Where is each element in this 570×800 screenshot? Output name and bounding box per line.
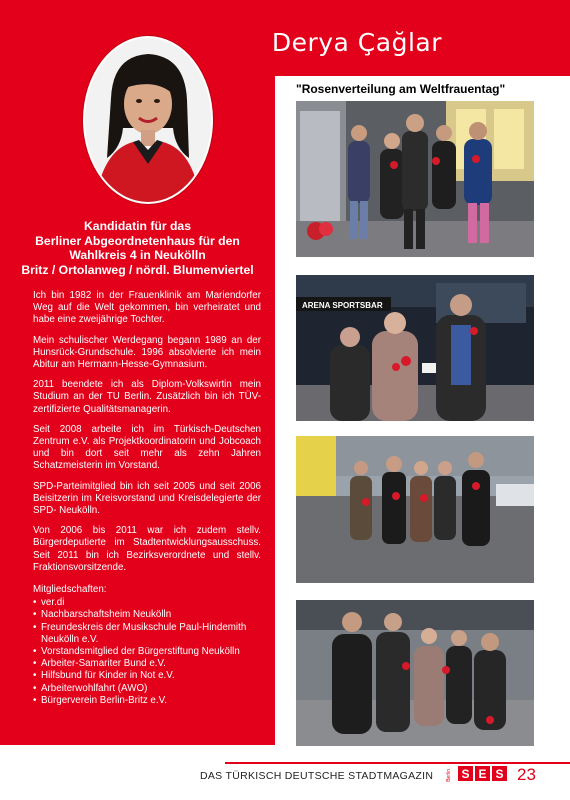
event-photo-2 — [296, 275, 534, 421]
memberships-list — [33, 597, 261, 707]
event-photo-3 — [296, 436, 534, 583]
svg-text:E: E — [478, 767, 487, 781]
heading-line: Britz / Ortolanweg / nördl. Blumenviertel — [21, 262, 254, 277]
bio-paragraph: Mein schulischer Werdegang begann 1989 an der Hunsrück-Grundschule. 1996 absolvierte ich mein Abitur am Hermann-Hesse-Gymnasium. — [33, 334, 261, 371]
membership-item: • Hilfsbund für Kinder in Not e.V. — [33, 670, 261, 682]
page-number: 23 — [517, 765, 536, 784]
bio-paragraph: Seit 2008 arbeite ich im Türkisch-Deutschen Zentrum e.V. als Projektkoordinatorin und Jobcoach und bin dort seit mehr als zehn Jahren Schatzmeisterin im Vorstand. — [33, 423, 261, 472]
membership-item: • Freundeskreis der Musikschule Paul-Hindemith Neukölln e.V. — [33, 622, 261, 646]
event-photo-1 — [296, 101, 534, 257]
heading-line: Kandidatin für das — [84, 219, 191, 233]
membership-item: • Bürgerverein Berlin-Britz e.V. — [33, 695, 261, 707]
membership-item: • ver.di — [33, 597, 261, 609]
ses-logo — [458, 766, 508, 781]
bio-paragraph: Von 2006 bis 2011 war ich zudem stellv. Bürgerdeputierte im Stadtentwicklungsausschuss. Seit 2011 bin ich Bezirksverordnete und stellv. Fraktionsvorsitzende. — [33, 525, 261, 573]
footer-rule — [225, 762, 570, 764]
heading-line: Wahlkreis 4 in Neukölln — [69, 248, 206, 262]
bio-paragraph: Ich bin 1982 in der Frauenklinik am Mariendorfer Weg auf die Welt gekommen, bin verheiratet und habe eine zweijährige Tochter. — [33, 290, 261, 326]
heading-line: Berliner Abgeordnetenhaus für den — [35, 233, 240, 248]
svg-text:S: S — [461, 767, 470, 781]
membership-item: • Arbeiter-Samariter Bund e.V. — [33, 658, 261, 670]
membership-item: • Vorstandsmitglied der Bürgerstiftung Neukölln — [33, 646, 261, 658]
memberships — [33, 584, 261, 707]
sportsbar-sign: ARENA SPORTSBAR — [302, 301, 383, 310]
gallery-caption: "Rosenverteilung am Weltfrauentag" — [296, 82, 506, 96]
logo-small-label: Berlin — [446, 769, 452, 782]
magazine-title: DAS TÜRKISCH DEUTSCHE STADTMAGAZIN — [200, 770, 434, 782]
membership-item: • Arbeiterwohlfahrt (AWO) — [33, 683, 261, 695]
svg-text:S: S — [495, 767, 504, 781]
event-photo-4 — [296, 600, 534, 746]
portrait-photo — [83, 36, 213, 204]
bio-paragraph: 2011 beendete ich als Diplom-Volkswirtin mein Studium an der TU Berlin. Zusätzlich bin ich TÜV-zertifizierte Qualitätsmanagerin. — [33, 379, 261, 415]
candidate-name: Derya Çağlar — [271, 28, 442, 57]
membership-item: • Nachbarschaftsheim Neukölln — [33, 609, 261, 621]
bio-paragraph: SPD-Parteimitglied bin ich seit 2005 und seit 2006 Beisitzerin im Kreisvorstand und Kreisdelegierte der SPD- Neukölln. — [33, 480, 261, 517]
memberships-heading: Mitgliedschaften: — [33, 584, 107, 596]
biography — [33, 290, 261, 707]
candidacy-heading — [0, 219, 275, 277]
